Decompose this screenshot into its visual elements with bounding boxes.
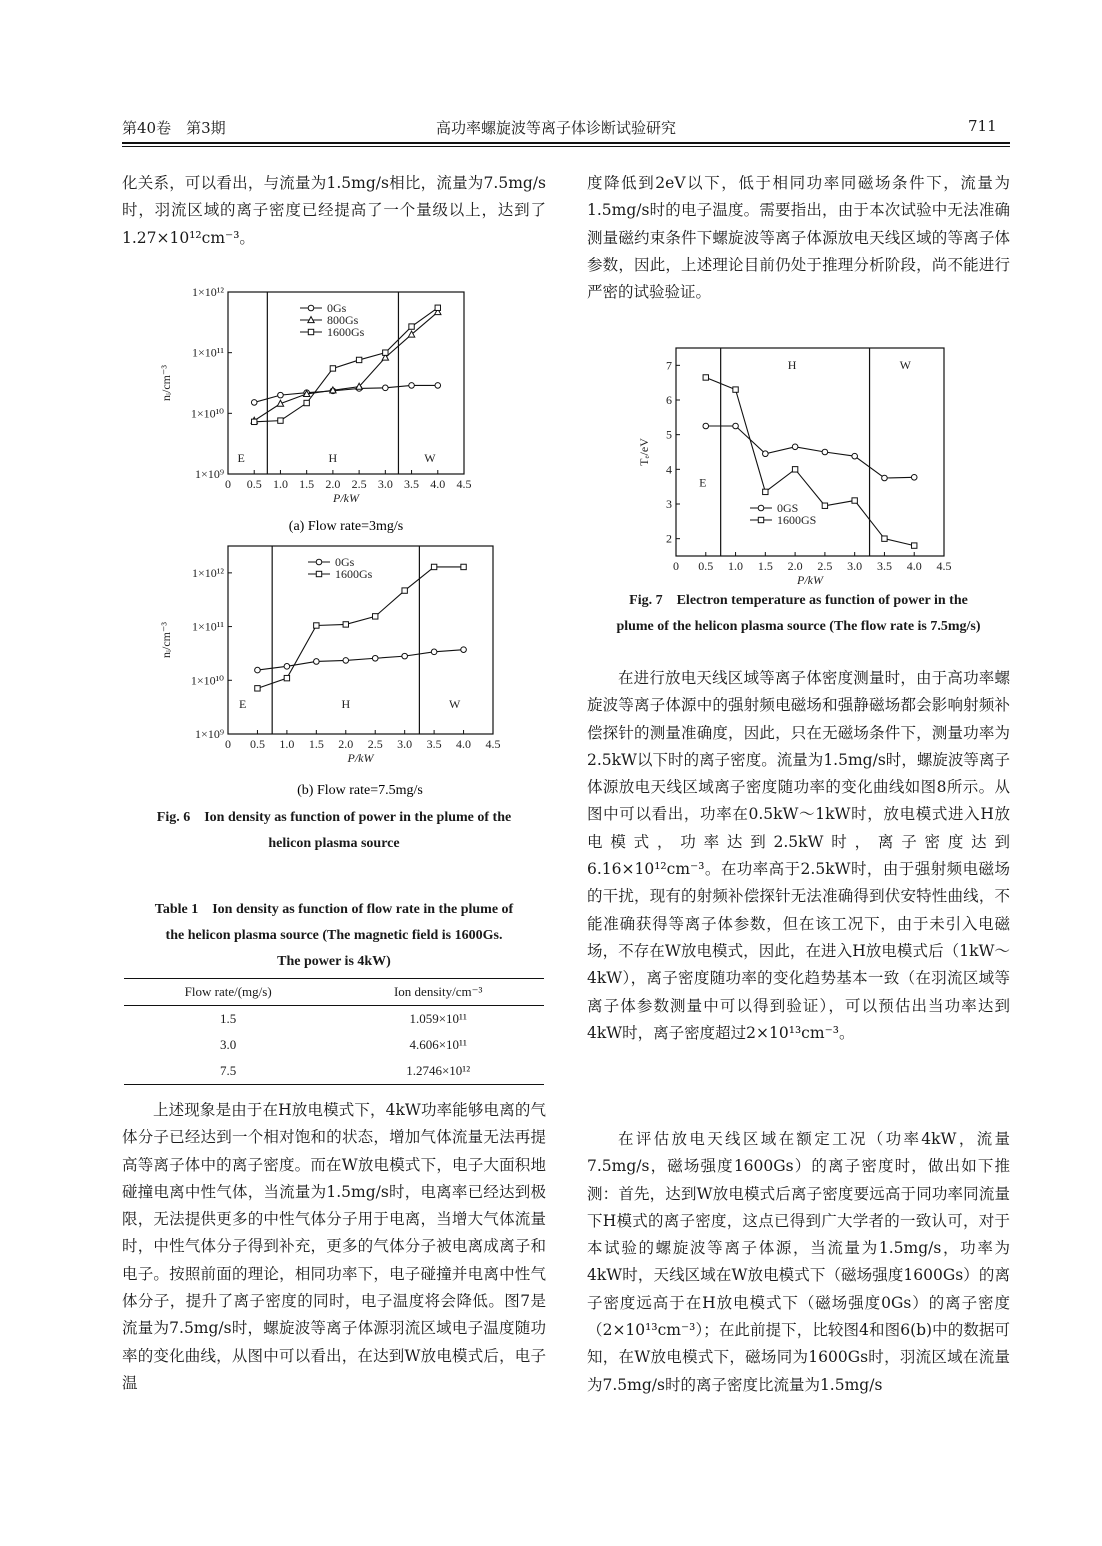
data-point-0Gs [402, 653, 408, 659]
data-point-0Gs [343, 658, 349, 664]
y-tick-label: 5 [666, 427, 672, 442]
mode-label: H [341, 697, 351, 711]
data-point-1600GS [822, 503, 827, 508]
x-tick-label: 2.5 [817, 559, 833, 573]
legend-label-0Gs: 0Gs [327, 301, 347, 315]
data-point-1600GS [792, 467, 797, 472]
data-point-0Gs [284, 664, 290, 670]
table-cell: 1.5 [220, 1011, 237, 1026]
series-line-1600Gs [257, 567, 463, 688]
x-tick-label: 2.0 [787, 559, 803, 573]
legend-label-1600Gs: 1600Gs [335, 567, 373, 581]
y-tick-label: 6 [666, 393, 672, 407]
mode-label: E [237, 451, 245, 465]
fig7-caption-line2: plume of the helicon plasma source (The flow rate is 7.5mg/s) [616, 619, 981, 634]
table-row [124, 1032, 544, 1058]
data-point-0GS [703, 423, 709, 429]
x-axis-label: P/kW [347, 751, 374, 765]
table-cell: 1.059×10¹¹ [409, 1011, 467, 1026]
x-tick-label: 4.0 [456, 737, 472, 751]
fig6a-chart [150, 286, 520, 546]
mode-label: W [899, 357, 911, 372]
left-paragraph-bottom: 上述现象是由于在H放电模式下，4kW功率能够电离的气体分子已经达到一个相对饱和的状态，增加气体流量无法再提高等离子体中的离子密度。而在W放电模式下，电子大面积地碰撞电离中性气体，当流量为1.5mg/s时，电离率已经达到极限，无法提供更多的中性气体分子用于电离，当增大气体流量时，中性气体分子得到补充，更多的气体分子被电离成离子和电子。按照前面的理论，相同功率下，电子碰撞并电离中性气体分子，提升了离子密度的同时，电子温度将会降低。图7是流量为7.5mg/s时，螺旋波等离子体源羽流区域电子温度随功率的变化曲线，从图中可以看出，在达到W放电模式后，电子温 [122, 1101, 546, 1392]
x-tick-label: 3.0 [377, 477, 393, 491]
x-tick-label: 4.0 [430, 477, 446, 491]
data-point-1600Gs [278, 418, 283, 423]
fig6-caption-line1: Fig. 6 Ion density as function of power in the plume of the [156, 810, 512, 825]
data-point-1600Gs [255, 686, 260, 691]
legend-marker-1600Gs [308, 329, 313, 334]
x-tick-label: 3.5 [426, 737, 442, 751]
y-axis-label: Tₑ/eV [637, 438, 651, 466]
table-cell: 3.0 [220, 1037, 237, 1052]
table-header-row [124, 979, 544, 1006]
data-point-0Gs [431, 649, 437, 655]
x-tick-label: 0 [673, 559, 679, 573]
right-paragraph-bottom: 在评估放电天线区域在额定工况（功率4kW，流量7.5mg/s，磁场强度1600Gs）的离子密度时，做出如下推测：首先，达到W放电模式后离子密度要远高于同功率同流量下H模式的离子密度，这点已得到广大学者的一致认可，对于本试验的螺旋波等离子体源，当流量为1.5mg/s，功率为4kW时，天线区域在W放电模式下（磁场强度1600Gs）的离子密度远高于在H放电模式下（磁场强度0Gs）的离子密度（2×10¹³cm⁻³）；在此前提下，比较图4和图6(b)中的数据可知，在W放电模式下，磁场同为1600Gs时，羽流区域在流量为7.5mg/s时的离子密度比流量为1.5mg/s [587, 1130, 1010, 1394]
table1-caption-line1: Table 1 Ion density as function of flow rate in the plume of [154, 902, 514, 917]
data-point-0GS [822, 449, 828, 455]
x-tick-label: 2.0 [325, 477, 341, 491]
right-paragraph-top: 度降低到2eV以下，低于相同功率同磁场条件下，流量为1.5mg/s时的电子温度。需要指出，由于本次试验中无法准确测量磁约束条件下螺旋波等离子体源放电天线区域的等离子体参数，因此，上述理论目前仍处于推理分析阶段，尚不能进行严密的试验验证。 [587, 174, 1010, 302]
header-rule-thin [122, 146, 1010, 147]
y-tick-label: 1×10¹⁰ [190, 673, 224, 688]
data-point-1600Gs [402, 588, 407, 593]
data-point-0GS [852, 453, 858, 459]
legend-marker-0Gs [316, 559, 322, 565]
mode-label: W [424, 451, 436, 465]
x-tick-label: 4.5 [936, 559, 952, 573]
y-tick-label: 1×10¹¹ [192, 619, 224, 634]
x-axis-label: P/kW [333, 491, 359, 505]
header-rule [122, 142, 1010, 144]
fig6-caption [122, 805, 546, 857]
data-point-1600Gs [304, 400, 309, 405]
data-point-1600GS [733, 387, 738, 392]
table-cell: 7.5 [124, 1058, 332, 1085]
x-tick-label: 0 [225, 737, 231, 751]
legend-marker-0Gs [308, 305, 314, 311]
x-tick-label: 2.5 [351, 477, 367, 491]
x-tick-label: 4.5 [456, 477, 472, 491]
legend-marker-1600Gs [316, 571, 321, 576]
data-point-1600Gs [343, 622, 348, 627]
data-point-0GS [911, 475, 917, 481]
x-tick-label: 3.0 [847, 559, 863, 573]
data-point-1600Gs [284, 675, 289, 680]
data-point-0GS [792, 444, 798, 450]
fig6a-subcaption: (a) Flow rate=3mg/s [288, 519, 404, 534]
data-point-1600Gs [435, 305, 440, 310]
table1 [124, 978, 544, 1085]
data-point-1600Gs [409, 324, 414, 329]
mode-label: E [699, 475, 707, 490]
x-tick-label: 1.5 [308, 737, 324, 751]
x-tick-label: 4.5 [485, 737, 501, 751]
data-point-0Gs [372, 655, 378, 661]
fig7-caption-line1: Fig. 7 Electron temperature as function of power in the [629, 593, 968, 608]
y-tick-label: 1×10¹⁰ [190, 406, 224, 421]
data-point-1600GS [852, 498, 857, 503]
legend-label-0GS: 0GS [777, 501, 799, 515]
x-axis-label: P/kW [797, 573, 823, 585]
fig6b-chart [150, 540, 520, 800]
y-tick-label: 2 [666, 531, 672, 546]
fig7-chart [600, 340, 1000, 585]
x-tick-label: 1.0 [728, 559, 744, 573]
y-axis-label: nᵢ/cm⁻³ [159, 365, 173, 401]
x-tick-label: 2.0 [338, 737, 354, 751]
table-cell: 1.2746×10¹² [332, 1058, 544, 1085]
mode-label: W [449, 697, 461, 711]
x-tick-label: 1.5 [299, 477, 315, 491]
series-line-0GS [706, 426, 914, 478]
table-header-ion-density: Ion density/cm⁻³ [332, 979, 544, 1006]
x-tick-label: 1.0 [279, 737, 295, 751]
data-point-1600Gs [431, 564, 436, 569]
data-point-1600Gs [314, 623, 319, 628]
data-point-0Gs [278, 392, 284, 398]
running-title: 高功率螺旋波等离子体诊断试验研究 [436, 119, 677, 137]
table-header-flow-rate: Flow rate/(mg/s) [124, 979, 332, 1006]
legend-marker-0GS [758, 505, 764, 511]
x-tick-label: 3.5 [404, 477, 420, 491]
table-row [124, 1058, 544, 1085]
data-point-0Gs [251, 400, 257, 406]
data-point-1600Gs [461, 564, 466, 569]
x-tick-label: 2.5 [367, 737, 383, 751]
data-point-0GS [763, 451, 769, 457]
data-point-1600GS [882, 536, 887, 541]
table1-caption [122, 897, 546, 975]
data-point-1600Gs [356, 357, 361, 362]
x-tick-label: 1.0 [272, 477, 288, 491]
mode-label: H [328, 451, 338, 465]
y-tick-label: 1×10¹² [192, 565, 224, 580]
fig6-caption-line2: helicon plasma source [268, 836, 400, 851]
data-point-1600Gs [373, 614, 378, 619]
legend-label-800Gs: 800Gs [327, 313, 359, 327]
data-point-0GS [733, 423, 739, 429]
x-tick-label: 3.0 [397, 737, 413, 751]
y-tick-label: 1×10⁹ [195, 467, 224, 481]
data-point-1600Gs [252, 419, 257, 424]
table-row [124, 1006, 544, 1033]
table1-caption-line3: The power is 4kW) [277, 954, 391, 969]
data-point-0Gs [255, 667, 261, 673]
x-tick-label: 4.0 [906, 559, 922, 573]
y-tick-label: 1×10¹² [192, 286, 224, 299]
fig7-caption [587, 588, 1010, 640]
data-point-0Gs [383, 385, 389, 391]
table-cell: 4.606×10¹¹ [409, 1037, 467, 1052]
y-axis-label: nᵢ/cm⁻³ [159, 622, 173, 658]
data-point-0Gs [409, 383, 415, 389]
page-number: 711 [968, 117, 997, 135]
data-point-0Gs [314, 659, 320, 665]
data-point-0GS [882, 475, 888, 481]
data-point-1600GS [763, 489, 768, 494]
x-tick-label: 0.5 [249, 737, 265, 751]
legend-label-1600Gs: 1600Gs [327, 325, 365, 339]
y-tick-label: 1×10⁹ [195, 727, 224, 741]
data-point-1600GS [703, 375, 708, 380]
data-point-1600GS [912, 543, 917, 548]
x-tick-label: 0 [225, 477, 231, 491]
x-tick-label: 1.5 [757, 559, 773, 573]
mode-label: H [787, 357, 797, 372]
x-tick-label: 0.5 [698, 559, 714, 573]
y-tick-label: 3 [666, 497, 672, 511]
y-tick-label: 4 [666, 462, 672, 477]
legend-label-0Gs: 0Gs [335, 555, 355, 569]
legend-label-1600GS: 1600GS [777, 513, 817, 527]
y-tick-label: 7 [666, 358, 672, 373]
table1-caption-line2: the helicon plasma source (The magnetic field is 1600Gs. [165, 928, 503, 943]
journal-volume: 第40卷 第3期 [122, 119, 226, 137]
x-tick-label: 3.5 [876, 559, 892, 573]
data-point-1600Gs [330, 366, 335, 371]
data-point-0Gs [461, 647, 467, 653]
data-point-0Gs [435, 383, 441, 389]
right-paragraph-mid: 在进行放电天线区域等离子体密度测量时，由于高功率螺旋波等离子体源中的强射频电磁场和强静磁场都会影响射频补偿探针的测量准确度，因此，只在无磁场条件下，测量功率为2.5kW以下时的离子密度。流量为1.5mg/s时，螺旋波等离子体源放电天线区域离子密度随功率的变化曲线如图8所示。从图中可以看出，功率在0.5kW～1kW时，放电模式进入H放电模式，功率达到2.5kW时，离子密度达到6.16×10¹²cm⁻³。在功率高于2.5kW时，由于强射频电磁场的干扰，现有的射频补偿探针无法准确得到伏安特性曲线，不能准确获得等离子体参数，但在该工况下，由于未引入电磁场，不存在W放电模式，因此，在进入H放电模式后（1kW～4kW），离子密度随功率的变化趋势基本一致（在羽流区域等离子体参数测量中可以得到验证），可以预估出当功率达到4kW时，离子密度超过2×10¹³cm⁻³。 [587, 669, 1010, 1042]
mode-label: E [239, 697, 247, 711]
x-tick-label: 0.5 [246, 477, 262, 491]
y-tick-label: 1×10¹¹ [192, 345, 224, 360]
legend-marker-1600GS [758, 517, 763, 522]
data-point-1600Gs [383, 350, 388, 355]
fig6b-subcaption: (b) Flow rate=7.5mg/s [297, 783, 423, 798]
left-paragraph-top: 化关系，可以看出，与流量为1.5mg/s相比，流量为7.5mg/s时，羽流区域的离子密度已经提高了一个量级以上，达到了1.27×10¹²cm⁻³。 [122, 174, 546, 247]
